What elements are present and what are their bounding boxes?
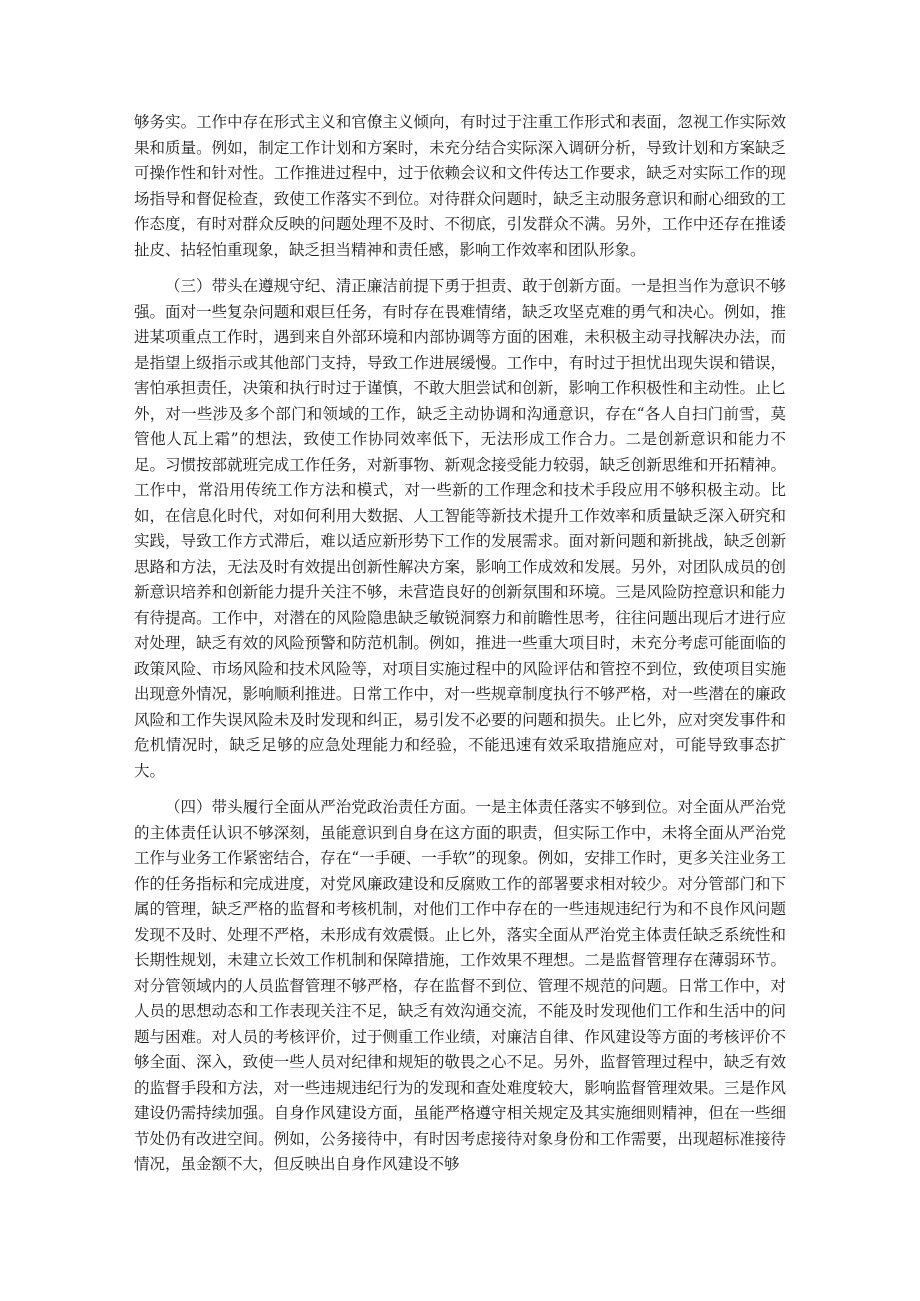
document-body bbox=[134, 110, 786, 1189]
paragraph-section-3: （三）带头在遵规守纪、清正廉洁前提下勇于担责、敢于创新方面。一是担当作为意识不够强。面对一些复杂问题和艰巨任务，有时存在畏难情绪，缺乏攻坚克难的勇气和决心。例如，推进某项重点工作时，遇到来自外部环境和内部协调等方面的困难，未积极主动寻找解决办法，而是指望上级指示或其他部门支持，导致工作进展缓慢。工作中，有时过于担忧出现失误和错误，害怕承担责任，决策和执行时过于谨慎，不敢大胆尝试和创新，影响工作积极性和主动性。止匕外，对一些涉及多个部门和领域的工作，缺乏主动协调和沟通意识，存在“各人自扫门前雪，莫管他人瓦上霜”的想法，致使工作协同效率低下，无法形成工作合力。二是创新意识和能力不足。习惯按部就班完成工作任务，对新事物、新观念接受能力较弱，缺乏创新思维和开拓精神。工作中，常沿用传统工作方法和模式，对一些新的工作理念和技术手段应用不够积极主动。比如，在信息化时代，对如何利用大数据、人工智能等新技术提升工作效率和质量缺乏深入研究和实践，导致工作方式滞后，难以适应新形势下工作的发展需求。面对新问题和新挑战，缺乏创新思路和方法，无法及时有效提出创新性解决方案，影响工作成效和发展。另外，对团队成员的创新意识培养和创新能力提升关注不够，未营造良好的创新氛围和环境。三是风险防控意识和能力有待提高。工作中，对潜在的风险隐患缺乏敏锐洞察力和前瞻性思考，往往问题出现后才进行应对处理，缺乏有效的风险预警和防范机制。例如，推进一些重大项目时，未充分考虑可能面临的政策风险、市场风险和技术风险等，对项目实施过程中的风险评估和管控不到位，致使项目实施出现意外情况，影响顺利推进。日常工作中，对一些规章制度执行不够严格，对一些潜在的廉政风险和工作失误风险未及时发现和纠正，易引发不必要的问题和损失。止匕外，应对突发事件和危机情况时，缺乏足够的应急处理能力和经验，不能迅速有效采取措施应对，可能导致事态扩大。 bbox=[134, 277, 786, 780]
paragraph-section-4: （四）带头履行全面从严治党政治责任方面。一是主体责任落实不够到位。对全面从严治党的主体责任认识不够深刻，虽能意识到自身在这方面的职责，但实际工作中，未将全面从严治党工作与业务工作紧密结合，存在“一手硬、一手软”的现象。例如，安排工作时，更多关注业务工作的任务指标和完成进度，对党风廉政建设和反腐败工作的部署要求相对较少。对分管部门和下属的管理，缺乏严格的监督和考核机制，对他们工作中存在的一些违规违纪行为和不良作风问题发现不及时、处理不严格，未形成有效震慑。止匕外，落实全面从严治党主体责任缺乏系统性和长期性规划，未建立长效工作机制和保障措施，工作效果不理想。二是监督管理存在薄弱环节。对分管领域内的人员监督管理不够严格，存在监督不到位、管理不规范的问题。日常工作中，对人员的思想动态和工作表现关注不足，缺乏有效沟通交流，不能及时发现他们工作和生活中的问题与困难。对人员的考核评价，过于侧重工作业绩，对廉洁自律、作风建设等方面的考核评价不够全面、深入，致使一些人员对纪律和规矩的敬畏之心不足。另外，监督管理过程中，缺乏有效的监督手段和方法，对一些违规违纪行为的发现和查处难度较大，影响监督管理效果。三是作风建设仍需持续加强。自身作风建设方面，虽能严格遵守相关规定及其实施细则精神，但在一些细节处仍有改进空间。例如，公务接待中，有时因考虑接待对象身份和工作需要，出现超标准接待情况，虽金额不大，但反映出自身作风建设不够 bbox=[134, 798, 786, 1173]
paragraph-continuation: 够务实。工作中存在形式主义和官僚主义倾向，有时过于注重工作形式和表面，忽视工作实际效果和质量。例如，制定工作计划和方案时，未充分结合实际深入调研分析，导致计划和方案缺乏可操作性和针对性。工作推进过程中，过于依赖会议和文件传达工作要求，缺乏对实际工作的现场指导和督促检查，致使工作落实不到位。对待群众问题时，缺乏主动服务意识和耐心细致的工作态度，有时对群众反映的问题处理不及时、不彻底，引发群众不满。另外，工作中还存在推诿扯皮、拈轻怕重现象，缺乏担当精神和责任感，影响工作效率和团队形象。 bbox=[134, 113, 786, 259]
